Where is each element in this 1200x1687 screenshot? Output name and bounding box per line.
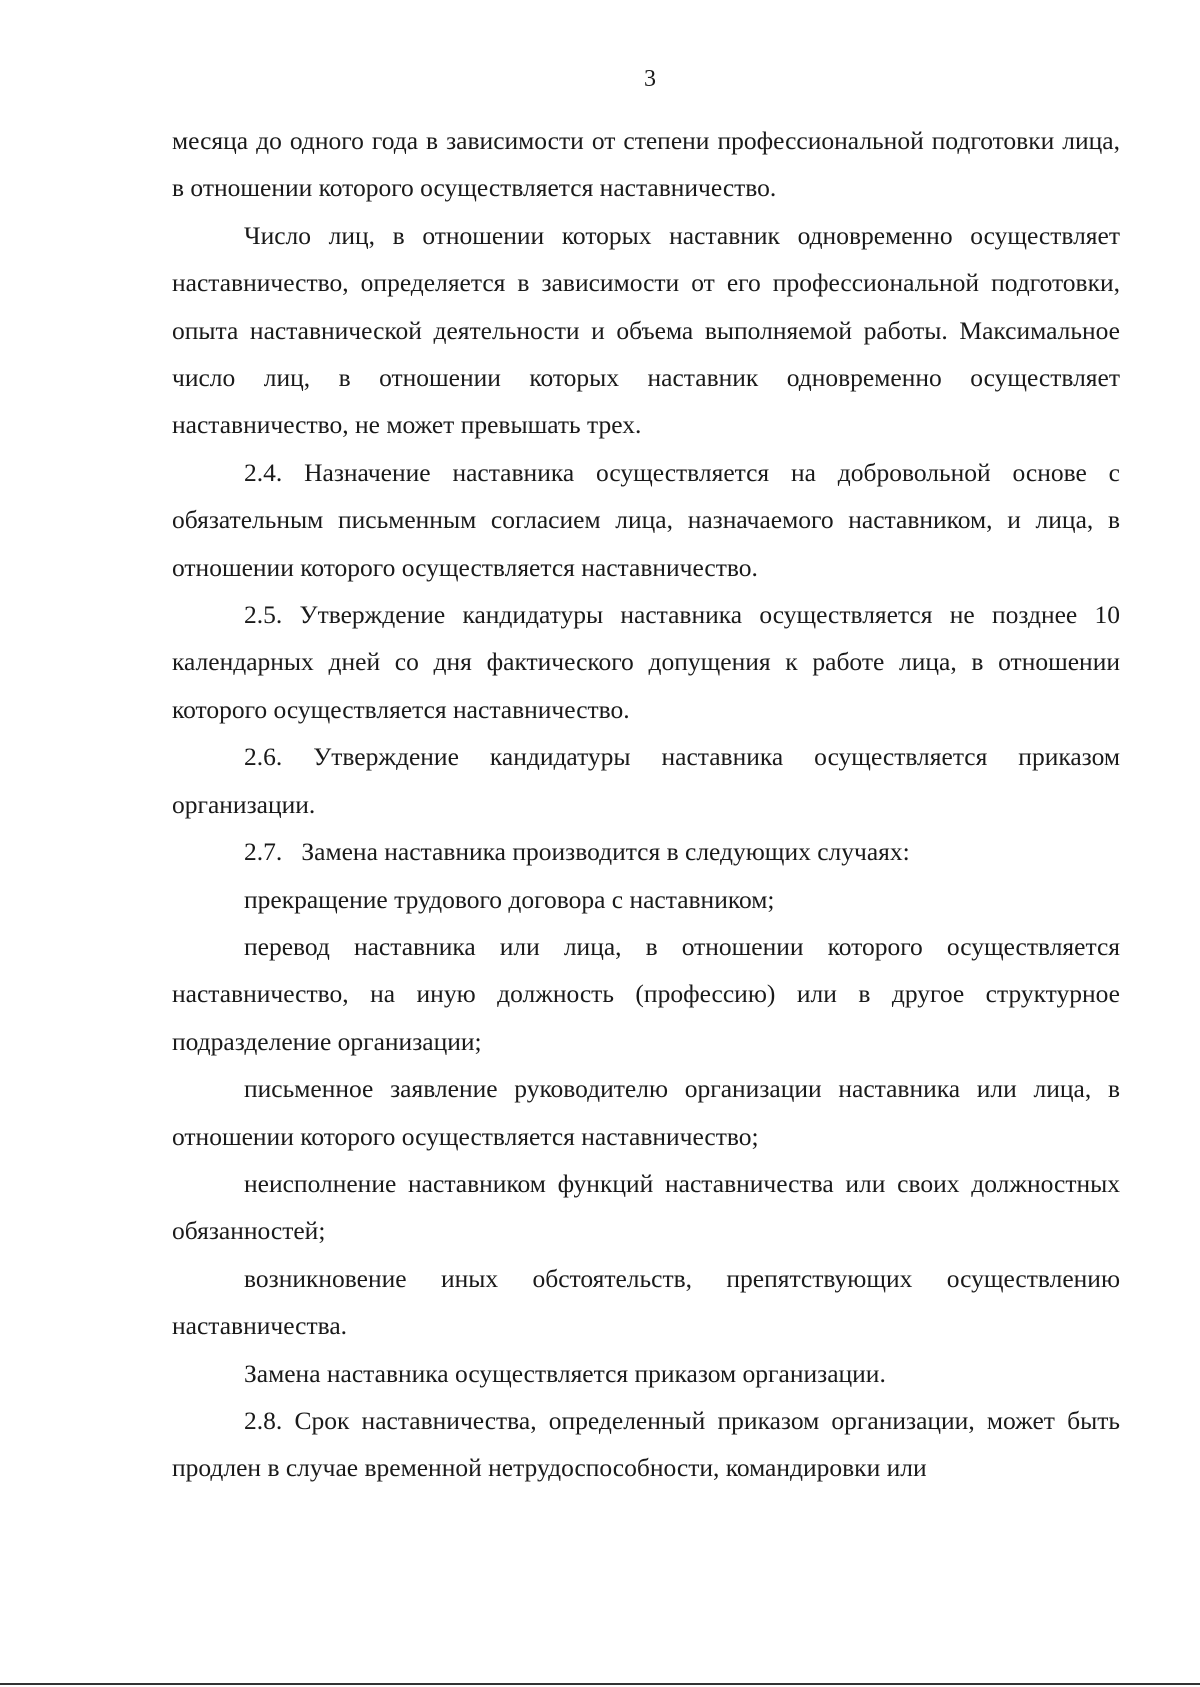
paragraph-continuation: месяца до одного года в зависимости от степени профессиональной подготовки лица, в отношении которого осуществляется наставничество. [172, 126, 1120, 203]
paragraph-2-5: 2.5. Утверждение кандидатуры наставника осуществляется не позднее 10 календарных дней со дня фактического допущения к работе лица, в отношении которого осуществляется наставничество. [172, 600, 1120, 724]
list-item-other-circumstances: возникновение иных обстоятельств, препятствующих осуществлению наставничества. [172, 1263, 1120, 1341]
list-item-non-performance: неисполнение наставником функций наставничества или своих должностных обязанностей; [172, 1168, 1120, 1246]
page-number: 3 [644, 66, 656, 92]
page-bottom-rule [0, 1683, 1200, 1685]
paragraph-2-4: 2.4. Назначение наставника осуществляется на добровольной основе с обязательным письменным согласием лица, назначаемого наставником, и лица, в отношении которого осуществляется наставничество. [172, 457, 1120, 582]
paragraph-2-6: 2.6. Утверждение кандидатуры наставника осуществляется приказом организации. [172, 742, 1120, 819]
paragraph-2-8: 2.8. Срок наставничества, определенный приказом организации, может быть продлен в случае временной нетрудоспособности, командировки или [172, 1405, 1120, 1483]
list-item-written-request: письменное заявление руководителю организации наставника или лица, в отношении которого осуществляется наставничество; [172, 1074, 1120, 1151]
paragraph-mentee-count: Число лиц, в отношении которых наставник одновременно осуществляет наставничество, определяется в зависимости от его профессиональной подготовки, опыта наставнической деятельности и объема выполняемой работы. Максимальное число лиц, в отношении которых наставник одновременно осуществляет наставничество, не может превышать трех. [172, 220, 1120, 440]
list-item-transfer: перевод наставника или лица, в отношении которого осуществляется наставничество, на иную должность (профессию) или в другое структурное подразделение организации; [172, 931, 1120, 1056]
list-item-contract-termination: прекращение трудового договора с наставником; [244, 884, 775, 914]
paragraph-replacement-order: Замена наставника осуществляется приказом организации. [244, 1358, 886, 1388]
document-body [172, 117, 1120, 1492]
paragraph-2-7: 2.7. Замена наставника производится в следующих случаях: [244, 837, 910, 867]
